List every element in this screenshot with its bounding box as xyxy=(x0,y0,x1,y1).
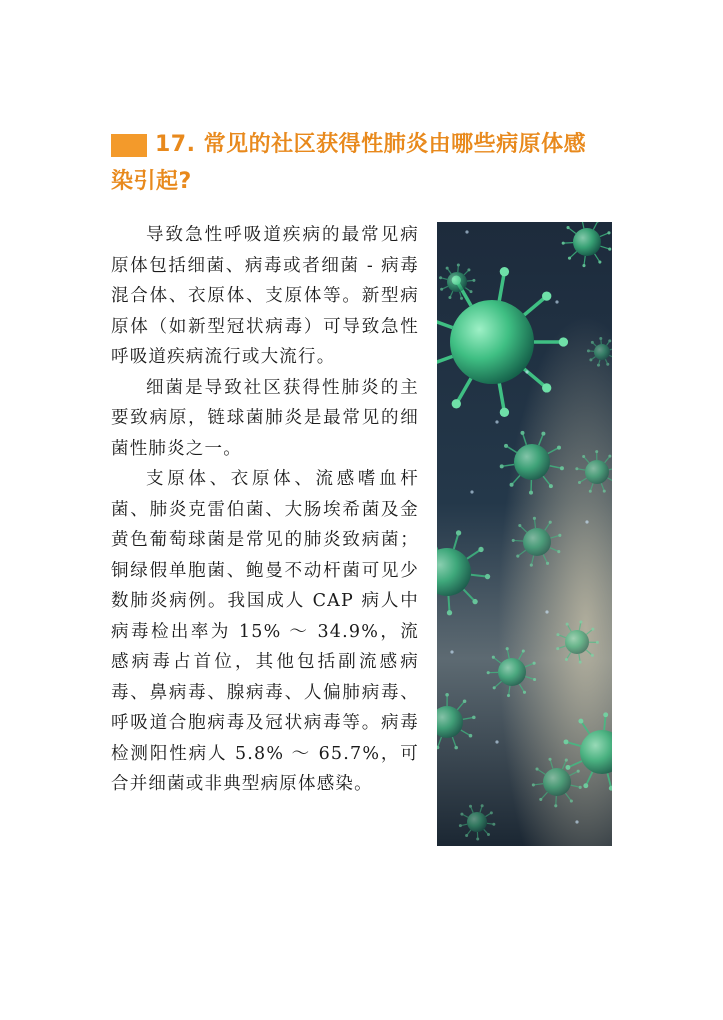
section-heading xyxy=(111,126,621,200)
paragraph-3: 支原体、衣原体、流感嗜血杆菌、肺炎克雷伯菌、大肠埃希菌及金黄色葡萄球菌是常见的肺炎致病菌；铜绿假单胞菌、鲍曼不动杆菌可见少数肺炎病例。我国成人 CAP 病人中病毒检出率为 15% ～ 34.9%，流感病毒占首位，其他包括副流感病毒、鼻病毒、腺病毒、人偏肺病毒、呼吸道合胞病毒及冠状病毒等。病毒检测阳性病人 5.8% ～ 65.7%，可合并细菌或非典型病原体感染。 xyxy=(111,469,419,794)
heading-title xyxy=(111,126,621,200)
bokeh-dot xyxy=(585,520,588,523)
bokeh-dot xyxy=(545,610,548,613)
paragraph-2: 细菌是导致社区获得性肺炎的主要致病原，链球菌肺炎是最常见的细菌性肺炎之一。 xyxy=(111,377,419,459)
bokeh-dot xyxy=(575,820,578,823)
bokeh-dot xyxy=(555,300,558,303)
heading-marker xyxy=(111,134,147,157)
virus-illustration xyxy=(437,222,612,846)
paragraph-1: 导致急性呼吸道疾病的最常见病原体包括细菌、病毒或者细菌 - 病毒混合体、衣原体、支原体等。新型病原体（如新型冠状病毒）可导致急性呼吸道疾病流行或大流行。 xyxy=(111,225,419,367)
bokeh-dot xyxy=(470,490,473,493)
bokeh-dot xyxy=(450,650,453,653)
bokeh-dot xyxy=(465,230,468,233)
heading-line-2: 染引起? xyxy=(111,169,192,194)
bokeh-dot xyxy=(525,370,528,373)
bokeh-dot xyxy=(495,740,498,743)
heading-line-1: 17. 常见的社区获得性肺炎由哪些病原体感 xyxy=(155,132,587,157)
virus-image xyxy=(437,222,612,846)
bokeh-dot xyxy=(495,420,498,423)
body-text xyxy=(111,220,419,800)
